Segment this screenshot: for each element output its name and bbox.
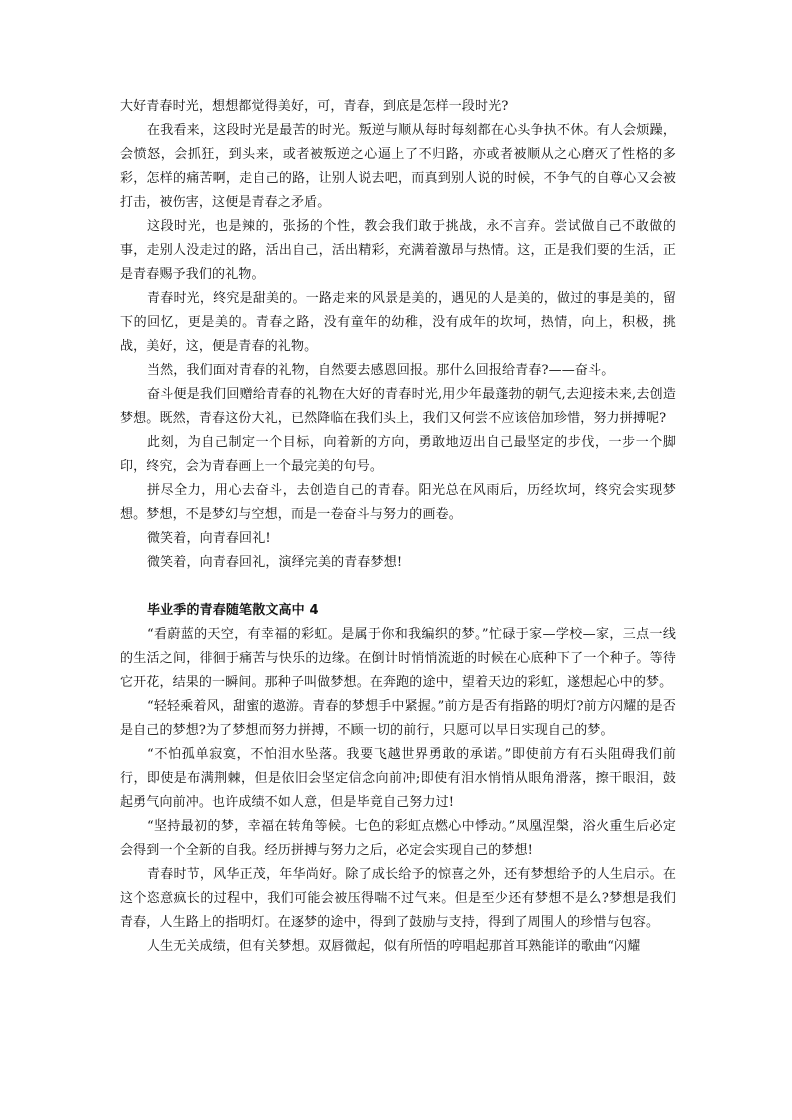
paragraph-effort: 拼尽全力，用心去奋斗，去创造自己的青春。阳光总在风雨后，历经坎坷，终究会实现梦想。梦想，不是梦幻与空想，而是一卷奋斗与努力的画卷。: [120, 483, 676, 522]
paragraph-lonely: “不怕孤单寂寞，不怕泪水坠落。我要飞越世界勇敢的承诺。”即使前方有石头阻碍我们前行，即使是布满荆棘，但是依旧会坚定信念向前冲;即使有泪水悄悄从眼角滑落，擦干眼泪，鼓起勇气向前冲。也许成绩不如人意，但是毕竟自己努力过!: [120, 747, 676, 810]
paragraph-rainbow: “看蔚蓝的天空，有幸福的彩虹。是属于你和我编织的梦。”忙碌于家—学校—家，三点一线的生活之间，徘徊于痛苦与快乐的边缘。在倒计时悄悄流逝的时候在心底种下了一个种子。等待它开花，结果的一瞬间。那种子叫做梦想。在奔跑的途中，望着天边的彩虹，遂想起心中的梦。: [120, 627, 676, 690]
document-page: [120, 95, 676, 959]
paragraph-struggle: 奋斗便是我们回赠给青春的礼物在大好的青春时光,用少年最蓬勃的朝气,去迎接未来,去创造梦想。既然，青春这份大礼，已然降临在我们头上，我们又何尝不应该倍加珍惜，努力拼搏呢?: [120, 387, 676, 426]
paragraph-goal: 此刻，为自己制定一个目标，向着新的方向，勇敢地迈出自己最坚定的步伐，一步一个脚印，终究，会为青春画上一个最完美的句号。: [120, 435, 676, 474]
paragraph-life: 人生无关成绩，但有关梦想。双唇微起，似有所悟的哼唱起那首耳熟能详的歌曲“闪耀: [147, 939, 641, 954]
paragraph-smile-1: 微笑着，向青春回礼!: [147, 531, 271, 546]
paragraph-persist: “坚持最初的梦，幸福在转角等候。七色的彩虹点燃心中悸动。”凤凰涅槃，浴火重生后必定会得到一个全新的自我。经历拼搏与努力之后，必定会实现自己的梦想!: [120, 819, 676, 858]
section-spacer: [120, 575, 676, 599]
paragraph-spicy: 这段时光，也是辣的，张扬的个性，教会我们敢于挑战，永不言弃。尝试做自己不敢做的事，走别人没走过的路，活出自己，活出精彩，充满着激昂与热情。这，正是我们要的生活，正是青春赐予我们的礼物。: [120, 219, 676, 282]
paragraph-smile-2: 微笑着，向青春回礼，演绎完美的青春梦想!: [147, 555, 403, 570]
section-title: 毕业季的青春随笔散文高中 4: [147, 603, 319, 618]
paragraph-gratitude: 当然，我们面对青春的礼物，自然要去感恩回报。那什么回报给青春?——奋斗。: [147, 363, 615, 378]
paragraph-bitter: 在我看来，这段时光是最苦的时光。叛逆与顺从每时每刻都在心头争执不休。有人会烦躁，会愤怒，会抓狂，到头来，或者被叛逆之心逼上了不归路，亦或者被顺从之心磨灭了性格的多彩，怎样的痛苦啊，走自己的路，让别人说去吧，而真到别人说的时候，不争气的自尊心又会被打击，被伤害，这便是青春之矛盾。: [120, 123, 676, 210]
paragraph-sweet: 青春时光，终究是甜美的。一路走来的风景是美的，遇见的人是美的，做过的事是美的，留下的回忆，更是美的。青春之路，没有童年的幼稚，没有成年的坎坷，热情，向上，积极，挑战，美好，这，便是青春的礼物。: [120, 291, 676, 354]
paragraph-wind: “轻轻乘着风，甜蜜的遨游。青春的梦想手中紧握。”前方是否有指路的明灯?前方闪耀的是否是自己的梦想?为了梦想而努力拼搏，不顾一切的前行，只愿可以早日实现自己的梦。: [120, 699, 676, 738]
paragraph-youth-season: 青春时节，风华正茂，年华尚好。除了成长给予的惊喜之外，还有梦想给予的人生启示。在这个恣意疯长的过程中，我们可能会被压得喘不过气来。但是至少还有梦想不是么?梦想是我们青春，人生路上的指明灯。在逐梦的途中，得到了鼓励与支持，得到了周围人的珍惜与包容。: [120, 867, 676, 930]
paragraph-opening: 大好青春时光，想想都觉得美好，可，青春，到底是怎样一段时光?: [120, 99, 509, 114]
